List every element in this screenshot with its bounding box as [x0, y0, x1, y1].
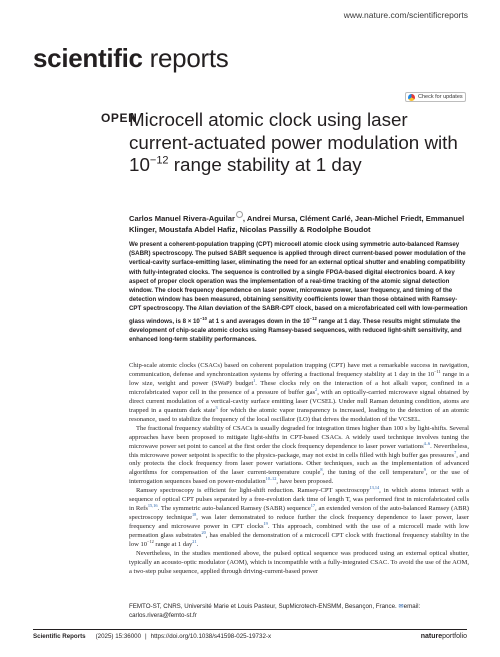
p2-text: , and only protects the clock frequency from laser power variations. Other techniques, such as the implementation of advanced algorithms for compensation of the laser current-temperature couple — [129, 451, 469, 477]
title-part1: Microcell atomic clock using laser current-actuated power modulation with 10 — [129, 109, 458, 176]
p3-text: , was later demonstrated to reduce further the clock frequency dependence to laser power, laser frequency and microwave power in CPT clocks — [129, 514, 469, 531]
p2-text: The fractional frequency stability of CSACs is usually degraded for integration times higher than 100 s by light-shifts. Several approaches have been proposed to mitigate light-shifts in CPT-based CSACs. A widely used technique involves tuning the microwave power set point to cancel at the first order the clock frequency dependence to laser power variations — [129, 424, 469, 450]
crossmark-icon — [408, 94, 415, 101]
footer-doi-link[interactable]: https://doi.org/10.1038/s41598-025-19732-x — [150, 633, 272, 640]
citation-link[interactable]: 7 — [454, 449, 457, 455]
body-text — [129, 362, 469, 577]
publisher-logo — [421, 633, 467, 640]
p2-text: , have been proposed. — [276, 478, 334, 486]
check-for-updates-button[interactable] — [405, 92, 466, 102]
first-author[interactable]: Carlos Manuel Rivera-Aguilar — [129, 214, 235, 223]
citation-link[interactable]: 13,14 — [369, 485, 380, 491]
email-link[interactable]: carlos.rivera@femto-st.fr — [129, 612, 197, 619]
citation-link[interactable]: 2 — [315, 386, 318, 392]
p3-text: . — [196, 541, 199, 549]
email-label: email: — [403, 603, 421, 610]
citation-link[interactable]: 8 — [320, 467, 323, 473]
abstract — [129, 240, 469, 344]
citation-link[interactable]: 4–6 — [423, 440, 431, 446]
publisher-logo-bold: nature — [420, 633, 443, 640]
citation-link[interactable]: 21 — [192, 538, 197, 544]
p3-text: range at 1 day — [153, 541, 193, 549]
mail-icon: ✉ — [398, 603, 404, 610]
citation-link[interactable]: 18 — [191, 512, 197, 518]
author-list — [129, 211, 474, 235]
footer-separator: | — [145, 633, 147, 640]
p1-text: , with an optically-carried microwave signal obtained by direct current modulation of a vertical-cavity surface emitting laser (VCSEL). Under null Raman detuning condition, atoms are trapped in a quantum dark state — [129, 388, 469, 414]
open-access-label: OPEN — [101, 111, 138, 125]
p3-text: , has enabled the demonstration of a microcell CPT clock with fractional frequency stability in the low 10 — [129, 532, 470, 549]
page-footer — [33, 633, 467, 640]
p1-text: Chip-scale atomic clocks (CSACs) based on coherent population trapping (CPT) have met a remarkable success in navigation, communication, defense and synchronization systems by offering a fractional frequency stability at 1 day in the 10 — [129, 362, 469, 378]
email-icon[interactable] — [236, 211, 243, 218]
p3-text: . The symmetric auto-balanced Ramsey (SABR) sequence — [157, 505, 311, 513]
p1-text: . These clocks rely on the interaction of a hot alkali vapor, confined in a microfabricated vapor cell in the presence of a pressure of buffer gas — [129, 379, 469, 396]
journal-url[interactable]: www.nature.com/scientificreports — [343, 10, 468, 20]
publisher-logo-regular: portfolio — [442, 633, 467, 640]
paragraph-4: Nevertheless, in the studies mentioned above, the pulsed optical sequence was produced using an external optical shutter, typically an acousto-optic modulator (AOM), which is incompatible with a fully-integrated CSAC. To avoid the use of the AOM, a two-step pulse sequence, applied through driving-current-based power — [129, 550, 469, 575]
p3-exponent: −12 — [147, 538, 154, 544]
citation-link[interactable]: 17 — [310, 503, 316, 509]
citation-link[interactable]: 1 — [253, 377, 256, 383]
paragraph-3 — [129, 487, 469, 550]
affiliation — [129, 602, 469, 620]
p1-text: range in a low size, weight and power (SWaP) budget — [129, 370, 469, 387]
article-title — [129, 109, 459, 177]
abstract-text-3: range at 1 day. These results might stimulate the development of chip-scale atomic clocks using Ramsey-based sequences, with reduced light-shift sensitivity, and enhanced long-term stability performances. — [129, 317, 462, 344]
p3-text: . This approach, combined with the use of a microcell made with low permeation glass substrates — [129, 523, 469, 540]
abstract-exponent-2: −12 — [309, 315, 317, 321]
citation-link[interactable]: 20 — [201, 529, 206, 535]
p3-text: , in which atoms interact with a sequence of optical CPT pulses separated by a free-evolution dark time of length T, was performed first in microfabricated cells in Refs — [129, 487, 469, 513]
citation-link[interactable]: 15,16 — [147, 503, 158, 509]
journal-logo-bold: scientific — [33, 43, 143, 73]
abstract-text-1: We present a coherent-population trapping (CPT) microcell atomic clock using symmetric auto-balanced Ramsey (SABR) spectroscopy. The pulsed SABR sequence is applied through direct current-based power modulation of the vertical-cavity surface-emitting laser, eliminating the need for an external optical shutter and enabling compatibility with fully-integrated clocks. The sequence is controlled by a single FPGA-based digital electronics board. A key aspect of proper clock operation was the implementation of a real-time tracking of the atomic signal detection window. The clock frequency dependence on laser power, microwave power, laser frequency, and timing of the detection window has been measured, obtaining sensitivity coefficients lower than those obtained with Ramsey-CPT spectroscopy. The Allan deviation of the SABR-CPT clock, based on a microfabricated cell with low-permeation glass windows, is 8 × 10 — [129, 241, 468, 325]
title-exponent: −12 — [149, 155, 169, 168]
p3-text: , an extended version of the auto-balanced Ramsey (ABR) spectroscopy technique — [129, 505, 469, 522]
citation-link[interactable]: 10–12 — [265, 476, 277, 482]
p1-exponent: −11 — [434, 368, 441, 374]
journal-logo — [33, 43, 228, 74]
p3-text: Ramsey spectroscopy is efficient for light-shift reduction. Ramsey-CPT spectroscopy — [136, 487, 370, 495]
footer-journal: Scientific Reports — [33, 633, 86, 640]
affiliation-text: FEMTO-ST, CNRS, Université Marie et Louis Pasteur, SupMicrotech-ENSMM, Besançon, France. — [129, 603, 399, 610]
other-authors: , Andrei Mursa, Clément Carlé, Jean-Michel Friedt, Emmanuel Klinger, Moustafa Abdel Hafiz, Nicolas Passilly & Rodolphe Boudot — [129, 214, 465, 234]
p2-text: , or the use of interrogation sequences based on power-modulation — [129, 469, 469, 486]
citation-link[interactable]: 3 — [215, 404, 218, 410]
footer-divider — [33, 629, 467, 630]
paragraph-1 — [129, 362, 469, 425]
title-part2: range stability at 1 day — [168, 154, 362, 176]
check-for-updates-label: Check for updates — [418, 94, 463, 100]
p2-text: , the tuning of the cell temperature — [322, 469, 424, 477]
citation-link[interactable]: 19 — [263, 520, 268, 526]
abstract-text-2: at 1 s and averages down in the 10 — [206, 317, 310, 325]
p1-text: for which the atomic vapor transparency is increased, leading to the detection of an atomic resonance, used to stabilize the frequency of the local oscillator (LO) that drives the modulation of the VCSEL. — [129, 406, 470, 423]
citation-link[interactable]: 9 — [423, 467, 426, 473]
abstract-exponent-1: −10 — [199, 315, 207, 321]
footer-volume: (2025) 15:36000 — [95, 633, 142, 640]
journal-logo-regular: reports — [149, 43, 229, 73]
p2-text: . Nevertheless, this microwave power setpoint is specific to the physics-package, may not exist in cells filled with high buffer gas pressures — [129, 442, 469, 459]
